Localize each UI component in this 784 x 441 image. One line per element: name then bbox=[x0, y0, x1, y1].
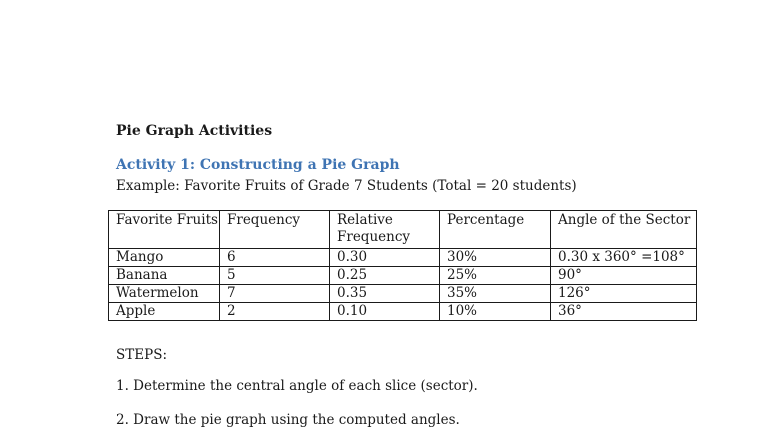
cell-angle: 36° bbox=[551, 303, 697, 321]
step-item: 2. Draw the pie graph using the computed angles. bbox=[116, 412, 460, 428]
cell-percentage: 35% bbox=[440, 285, 551, 303]
activity-title: Activity 1: Constructing a Pie Graph bbox=[116, 157, 400, 173]
cell-fruit: Mango bbox=[109, 249, 220, 267]
cell-fruit: Apple bbox=[109, 303, 220, 321]
cell-angle: 90° bbox=[551, 267, 697, 285]
cell-angle: 126° bbox=[551, 285, 697, 303]
table-row bbox=[109, 303, 697, 321]
table-row bbox=[109, 267, 697, 285]
steps-label: STEPS: bbox=[116, 347, 167, 363]
cell-frequency: 7 bbox=[220, 285, 330, 303]
table-row bbox=[109, 249, 697, 267]
cell-fruit: Banana bbox=[109, 267, 220, 285]
cell-relative-frequency: 0.25 bbox=[330, 267, 440, 285]
section-heading: Pie Graph Activities bbox=[116, 123, 273, 139]
cell-relative-frequency: 0.10 bbox=[330, 303, 440, 321]
frequency-table bbox=[108, 210, 697, 321]
table-row bbox=[109, 285, 697, 303]
cell-percentage: 25% bbox=[440, 267, 551, 285]
step-item: 1. Determine the central angle of each slice (sector). bbox=[116, 378, 478, 394]
cell-relative-frequency: 0.30 bbox=[330, 249, 440, 267]
header-percentage: Percentage bbox=[440, 211, 551, 249]
header-angle-of-sector: Angle of the Sector bbox=[551, 211, 697, 249]
cell-percentage: 30% bbox=[440, 249, 551, 267]
cell-fruit: Watermelon bbox=[109, 285, 220, 303]
cell-angle: 0.30 x 360° =108° bbox=[551, 249, 697, 267]
table-header-row bbox=[109, 211, 697, 249]
cell-frequency: 5 bbox=[220, 267, 330, 285]
example-text: Example: Favorite Fruits of Grade 7 Students (Total = 20 students) bbox=[116, 178, 577, 194]
header-relative-frequency: Relative Frequency bbox=[330, 211, 440, 249]
header-favorite-fruits: Favorite Fruits bbox=[109, 211, 220, 249]
cell-percentage: 10% bbox=[440, 303, 551, 321]
cell-relative-frequency: 0.35 bbox=[330, 285, 440, 303]
cell-frequency: 2 bbox=[220, 303, 330, 321]
header-frequency: Frequency bbox=[220, 211, 330, 249]
cell-frequency: 6 bbox=[220, 249, 330, 267]
